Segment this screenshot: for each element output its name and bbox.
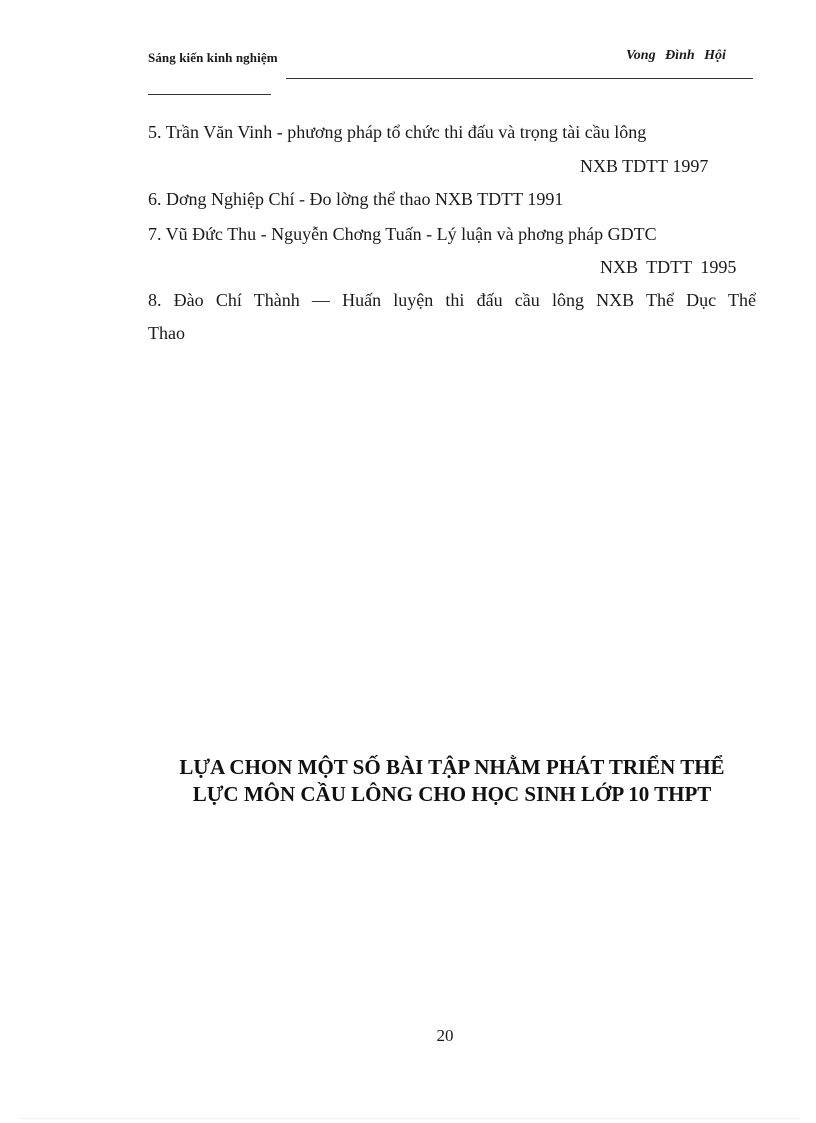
page-number: 20 bbox=[436, 1026, 454, 1045]
reference-7-publisher: NXB TDTT 1995 bbox=[600, 257, 737, 277]
section-title-line-2: LỰC MÔN CẦU LÔNG CHO HỌC SINH LỚP 10 THPT bbox=[192, 782, 712, 806]
header-author: Vong Đình Hội bbox=[626, 48, 726, 63]
reference-5-publisher: NXB TDTT 1997 bbox=[580, 156, 709, 176]
header-rule bbox=[286, 78, 753, 79]
page-bottom-edge bbox=[20, 1118, 800, 1119]
section-title-line-1: LỰA CHON MỘT SỐ BÀI TẬP NHẰM PHÁT TRIỂN THỂ bbox=[179, 755, 725, 779]
reference-8-continuation: Thao bbox=[148, 323, 185, 343]
reference-8: 8. Đào Chí Thành — Huấn luyện thi đấu cầu lông NXB Thể Dục Thể bbox=[148, 290, 756, 310]
section-title bbox=[140, 754, 764, 808]
reference-7: 7. Vũ Đức Thu - Nguyễn Chơng Tuấn - Lý luận và phơng pháp GDTC bbox=[148, 224, 657, 244]
header-rule-short bbox=[148, 94, 271, 95]
header-left-text: Sáng kiến kinh nghiệm bbox=[148, 50, 278, 65]
reference-5: 5. Trần Văn Vinh - phương pháp tổ chức thi đấu và trọng tài cầu lông bbox=[148, 122, 647, 142]
reference-6: 6. Dơng Nghiệp Chí - Đo lờng thể thao NXB TDTT 1991 bbox=[148, 189, 564, 209]
